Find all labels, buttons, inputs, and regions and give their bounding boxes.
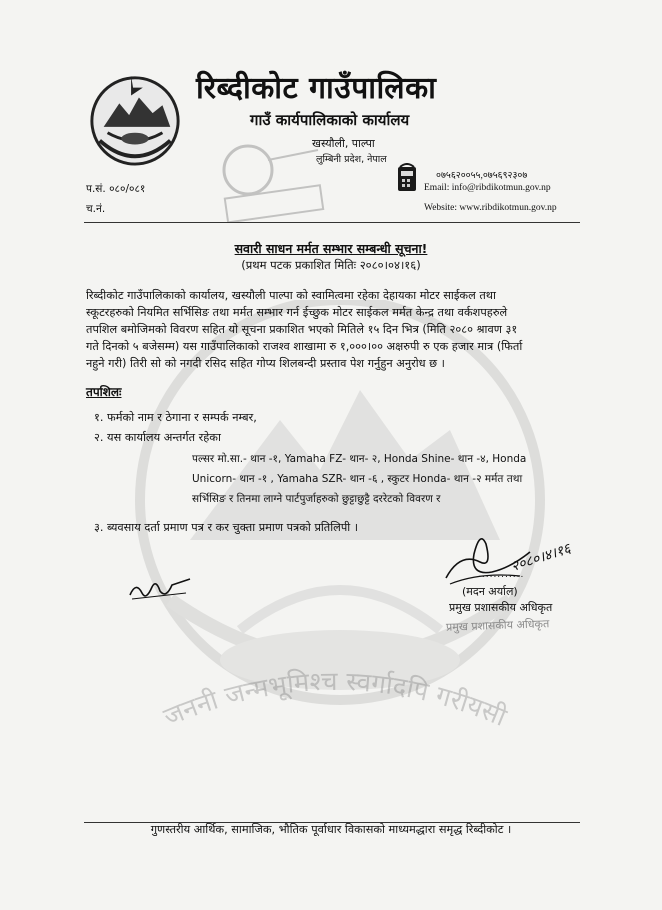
address-line-2: लुम्बिनी प्रदेश, नेपाल bbox=[316, 154, 387, 165]
notice-heading: सवारी साधन मर्मत सम्भार सम्बन्धी सूचना! bbox=[234, 241, 428, 256]
body-line: रिब्दीकोट गाउँपालिकाको कार्यालय, खस्यौली पाल्पा को स्वामित्वमा रहेका देहायका मोटर साईकल तथा bbox=[86, 289, 496, 302]
svg-text:जननी जन्मभूमिश्च स्वर्गादपि गर: जननी जन्मभूमिश्च स्वर्गादपि गरीयसी bbox=[159, 666, 511, 733]
signer-designation: प्रमुख प्रशासकीय अधिकृत bbox=[449, 601, 553, 614]
initial-signature-icon bbox=[126, 573, 196, 605]
list-item: ३. ब्यवसाय दर्ता प्रमाण पत्र र कर चुक्ता प्रमाण पत्रको प्रतिलिपी । bbox=[94, 521, 359, 534]
body-line: गते दिनको ५ बजेसम्म) यस गाउँपालिकाको राजश्व शाखामा रु १,०००।०० अक्षरुपी रु एक हजार मात्र (फिर्ता bbox=[86, 340, 523, 353]
dispatch-number: च.नं. bbox=[86, 203, 106, 215]
vehicle-list-line: सर्भिसिङ र तिनमा लाग्ने पार्टपुर्जाहरुको छुट्टाछुट्टै दररेटको विवरण र bbox=[192, 493, 441, 505]
signer-name: (मदन अर्याल) bbox=[462, 585, 518, 598]
header-divider bbox=[84, 222, 580, 223]
office-subtitle: गाउँ कार्यपालिकाको कार्यालय bbox=[250, 111, 410, 129]
vehicle-list-line: पल्सर मो.सा.- थान -१, Yamaha FZ- थान- २, Honda Shine- थान -४, Honda bbox=[192, 453, 527, 465]
contact-website: Website: www.ribdikotmun.gov.np bbox=[424, 203, 557, 213]
footer-slogan: गुणस्तरीय आर्थिक, सामाजिक, भौतिक पूर्वाधार विकासको माध्यमद्धारा समृद्ध रिब्दीकोट । bbox=[150, 823, 512, 836]
faded-stamp-icon bbox=[218, 140, 328, 222]
vehicle-list-line: Unicorn- थान -१ , Yamaha SZR- थान -६ , स्कुटर Honda- थान -२ मर्मत तथा bbox=[192, 473, 523, 485]
contact-phone: ०७५६२००५५,०७५६९२३०७ bbox=[436, 171, 528, 181]
notice-body bbox=[86, 287, 581, 372]
body-line: स्कूटरहरुको नियमित सर्भिसिङ तथा मर्मत सम्भार गर्न ईच्छुक मोटर साईकल मर्मत केन्द्र तथा वर्कशपहरुले bbox=[86, 306, 508, 319]
signature-line: ............ bbox=[478, 570, 525, 580]
body-line: नहुने गरी) तिरी सो को नगदी रसिद सहित गोप्य शिलबन्दी प्रस्ताव पेश गर्नुहुन अनुरोध छ । bbox=[86, 357, 445, 370]
motto-watermark bbox=[120, 640, 550, 750]
contact-email: Email: info@ribdikotmun.gov.np bbox=[424, 183, 551, 193]
municipality-title: रिब्दीकोट गाउँपालिका bbox=[196, 71, 437, 106]
telephone-icon bbox=[396, 163, 418, 193]
body-line: तपशिल बमोजिमको विवरण सहित यो सूचना प्रकाशित भएको मितिले १५ दिन भित्र (मिति २०८० श्रावण ३१ bbox=[86, 323, 518, 336]
list-item: २. यस कार्यालय अन्तर्गत रहेका bbox=[94, 431, 221, 444]
handwritten-date: २०८०।४।१६ bbox=[509, 540, 573, 576]
list-item: १. फर्मको नाम र ठेगाना र सम्पर्क नम्बर, bbox=[94, 411, 257, 424]
notice-publish-date: (प्रथम पटक प्रकाशित मितिः २०८०।०४।१६) bbox=[241, 258, 421, 272]
details-section-title: तपशिलः bbox=[86, 385, 122, 399]
nepal-emblem-icon bbox=[86, 70, 184, 168]
designation-stamp: प्रमुख प्रशासकीय अधिकृत bbox=[445, 617, 550, 634]
letter-number: प.सं. ०८०/०८१ bbox=[86, 183, 146, 195]
address-line-1: खस्यौली, पाल्पा bbox=[312, 137, 375, 150]
